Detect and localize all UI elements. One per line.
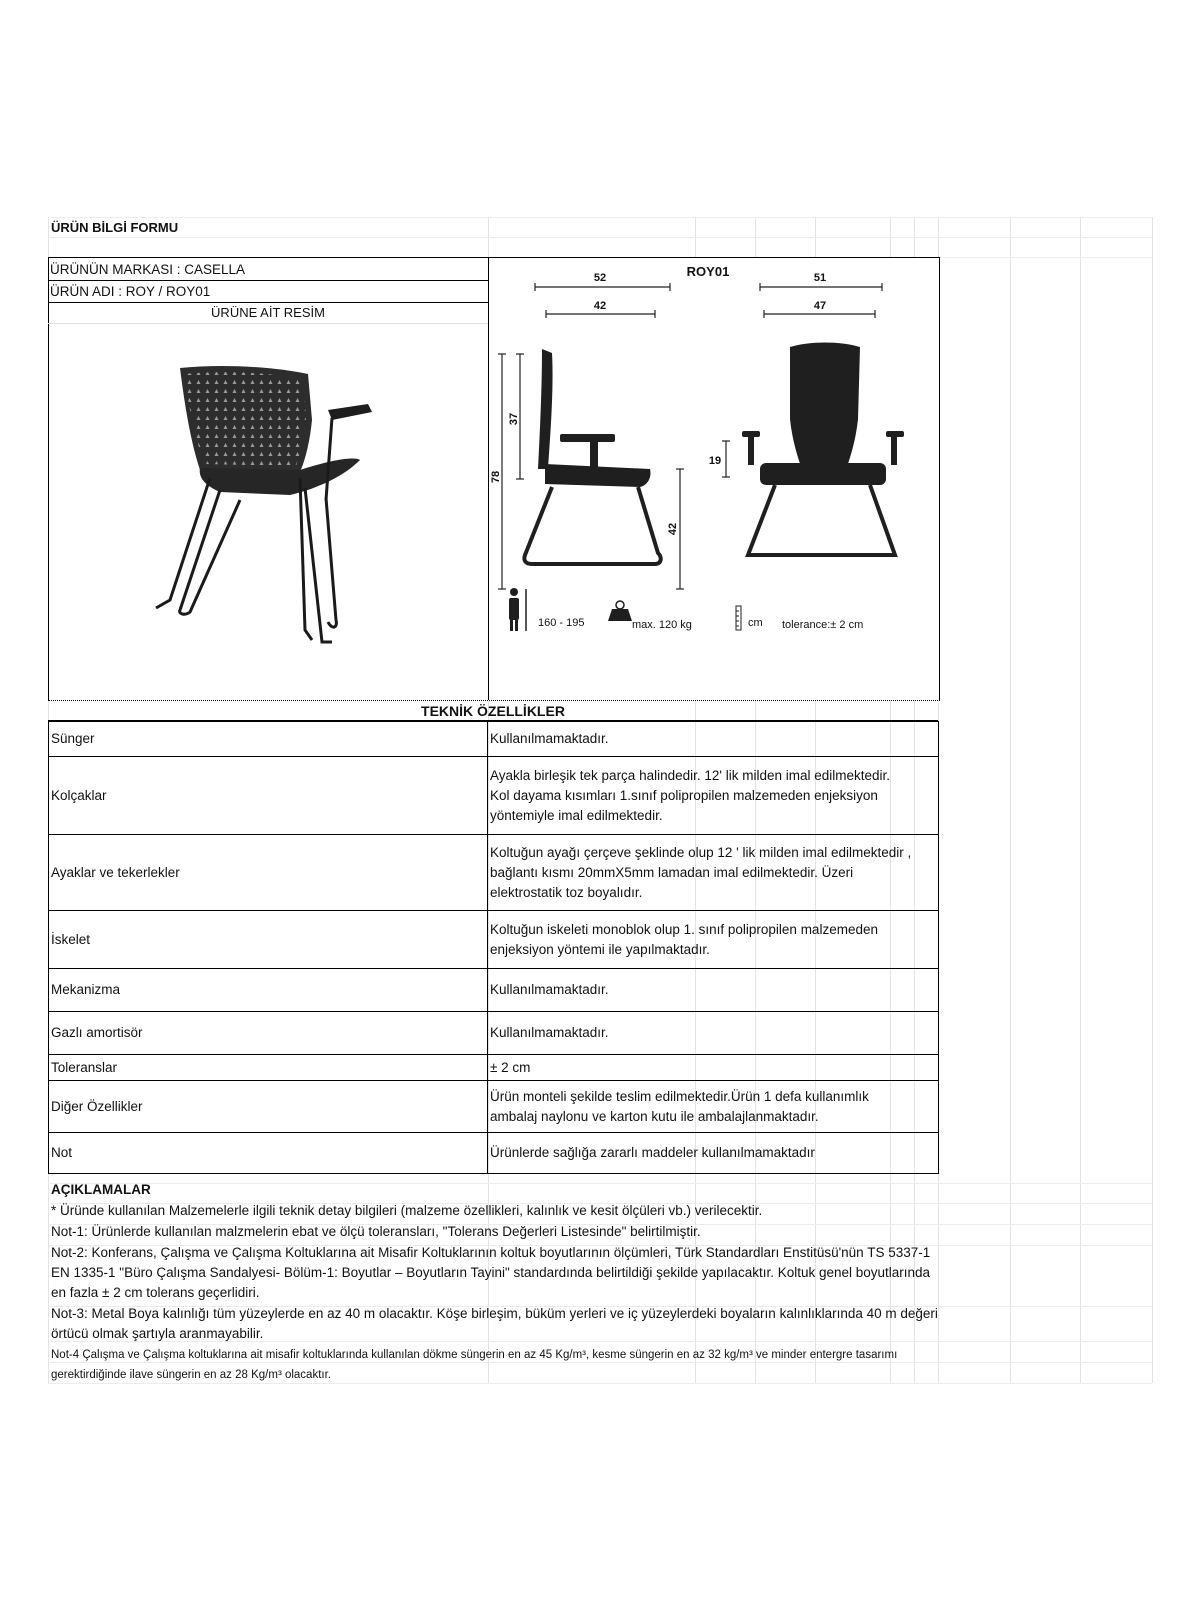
spec-label: Not: [49, 1133, 488, 1174]
notes-title: AÇIKLAMALAR: [51, 1182, 151, 1197]
spec-line: elektrostatik toz boyalıdır.: [490, 884, 643, 900]
spec-line: Kol dayama kısımları 1.sınıf polipropilen malzemeden enjeksiyon: [490, 787, 878, 803]
chair-photo: [140, 360, 380, 660]
spec-line: Koltuğun iskeleti monoblok olup 1. sınıf polipropilen malzemeden: [490, 921, 878, 937]
product-name-row: ÜRÜN ADI : ROY / ROY01: [48, 281, 488, 303]
spec-label: Mekanizma: [49, 969, 488, 1012]
user-height-icon: [509, 588, 526, 631]
tech-specs-title: TEKNİK ÖZELLİKLER: [48, 700, 938, 721]
user-height-range: 160 - 195: [538, 617, 585, 629]
spec-value: [488, 969, 939, 1012]
dim-back-height: 37: [508, 412, 520, 426]
spec-line: Ayakla birleşik tek parça halindedir. 12' lik milden imal edilmektedir.: [490, 767, 891, 783]
spec-value: [488, 835, 939, 911]
dim-front-outer: 51: [813, 272, 827, 284]
tolerance-label: tolerance:± 2 cm: [782, 619, 864, 631]
brand-row: ÜRÜNÜN MARKASI : CASELLA: [48, 259, 488, 281]
spec-value: [488, 1012, 939, 1055]
spec-row: [49, 722, 939, 757]
spec-line: Kullanılmamaktadır.: [490, 731, 609, 746]
max-weight: max. 120 kg: [632, 619, 692, 631]
dim-side-outer: 52: [593, 272, 607, 284]
form-title: ÜRÜN BİLGİ FORMU: [51, 220, 179, 235]
side-view-chair: [524, 349, 660, 564]
spec-value: [488, 1081, 939, 1133]
front-view-chair: [742, 343, 904, 556]
spec-row: [49, 1055, 939, 1081]
spec-line: Kullanılmamaktadır.: [490, 982, 609, 997]
spec-line: yöntemiyle imal edilmektedir.: [490, 807, 663, 823]
picture-label-divider: [48, 323, 488, 324]
spec-label: Ayaklar ve tekerlekler: [49, 835, 488, 911]
spec-row: [49, 1133, 939, 1174]
spec-value: [488, 757, 939, 835]
spec-line: ambalaj naylonu ve karton kutu ile ambalajlanmaktadır.: [490, 1108, 819, 1124]
dimension-drawing: [490, 259, 935, 659]
spec-label: İskelet: [49, 911, 488, 969]
product-block-divider: [488, 257, 489, 700]
notes-section: [51, 1180, 941, 1386]
dim-side-inner: 42: [593, 300, 607, 312]
picture-label: ÜRÜNE AİT RESİM: [211, 305, 325, 320]
spec-row: [49, 835, 939, 911]
ruler-icon: [736, 606, 741, 630]
spec-label: Toleranslar: [49, 1055, 488, 1081]
note-item: * Üründe kullanılan Malzemelerle ilgili teknik detay bilgileri (malzeme özellikleri, kalınlık ve kesit ölçüleri vb.) verilecektir.: [51, 1203, 763, 1218]
note-item: Not-4 Çalışma ve Çalışma koltuklarına ait misafir koltuklarında kullanılan dökme süngerin en az 45 Kg/m³, kesme süngerin en az 32 kg/m³ ve minder entergre tasarımı gerektirdiğinde ilave süngerin en az 28 Kg/m³ olacaktır.: [51, 1349, 898, 1381]
spec-row: [49, 969, 939, 1012]
note-item: Not-2: Konferans, Çalışma ve Çalışma Koltuklarına ait Misafir Koltuklarının koltuk boyutlarının ölçümleri, Türk Standardları Enstitüsü'nün TS 5337-1 EN 1335-1 "Büro Çalışma Sandalyesi- Bölüm-1: Boyutlar – Boyutların Tayini" standardında belirtildiği şekilde yapılacaktır. Koltuk genel boyutlarında en fazla ± 2 cm tolerans geçerlidiri.: [51, 1245, 931, 1300]
spec-row: [49, 1081, 939, 1133]
note-item: Not-3: Metal Boya kalınlığı tüm yüzeylerde en az 40 m olacaktır. Köşe birleşim, büküm yerleri ve iç yüzeylerdeki boyaların kalınlıklarında 40 m değeri örtücü olmak şartıyla aranmayabilir.: [51, 1306, 938, 1341]
weight-icon-label: kg: [615, 622, 625, 631]
weight-icon: [608, 601, 632, 621]
dim-arm-height: 19: [708, 455, 722, 467]
spec-line: ± 2 cm: [490, 1059, 531, 1075]
model-code: ROY01: [686, 264, 730, 279]
spec-label: Kolçaklar: [49, 757, 488, 835]
spec-label: Gazlı amortisör: [49, 1012, 488, 1055]
dim-total-height: 78: [490, 470, 502, 484]
note-item: Not-1: Ürünlerde kullanılan malzmelerin ebat ve ölçü toleransları, "Tolerans Değerleri Listesinde" belirtilmiştir.: [51, 1224, 701, 1239]
dim-seat-height: 42: [667, 522, 679, 536]
spec-row: [49, 1012, 939, 1055]
dim-front-inner: 47: [813, 300, 827, 312]
chair-armrest: [328, 404, 372, 420]
spec-value: [488, 1133, 939, 1174]
spec-line: enjeksiyon yöntemi ile yapılmaktadır.: [490, 941, 710, 957]
spec-label: Sünger: [49, 722, 488, 757]
spec-line: Koltuğun ayağı çerçeve şeklinde olup 12 ' lik milden imal edilmektedir ,: [490, 844, 912, 860]
spec-row: [49, 911, 939, 969]
spec-value: [488, 1055, 939, 1081]
spec-label: Diğer Özellikler: [49, 1081, 488, 1133]
spec-line: bağlantı kısmı 20mmX5mm lamadan imal edilmektedir. Üzeri: [490, 864, 854, 880]
spec-line: Ürünlerde sağlığa zararlı maddeler kullanılmamaktadır: [490, 1145, 815, 1160]
spec-row: [49, 757, 939, 835]
tech-specs-table: [48, 721, 939, 1174]
spec-line: Kullanılmamaktadır.: [490, 1025, 609, 1040]
spec-line: Ürün monteli şekilde teslim edilmektedir.Ürün 1 defa kullanımlık: [490, 1088, 869, 1104]
spec-value: [488, 911, 939, 969]
unit-label: cm: [748, 617, 763, 629]
spec-value: [488, 722, 939, 757]
